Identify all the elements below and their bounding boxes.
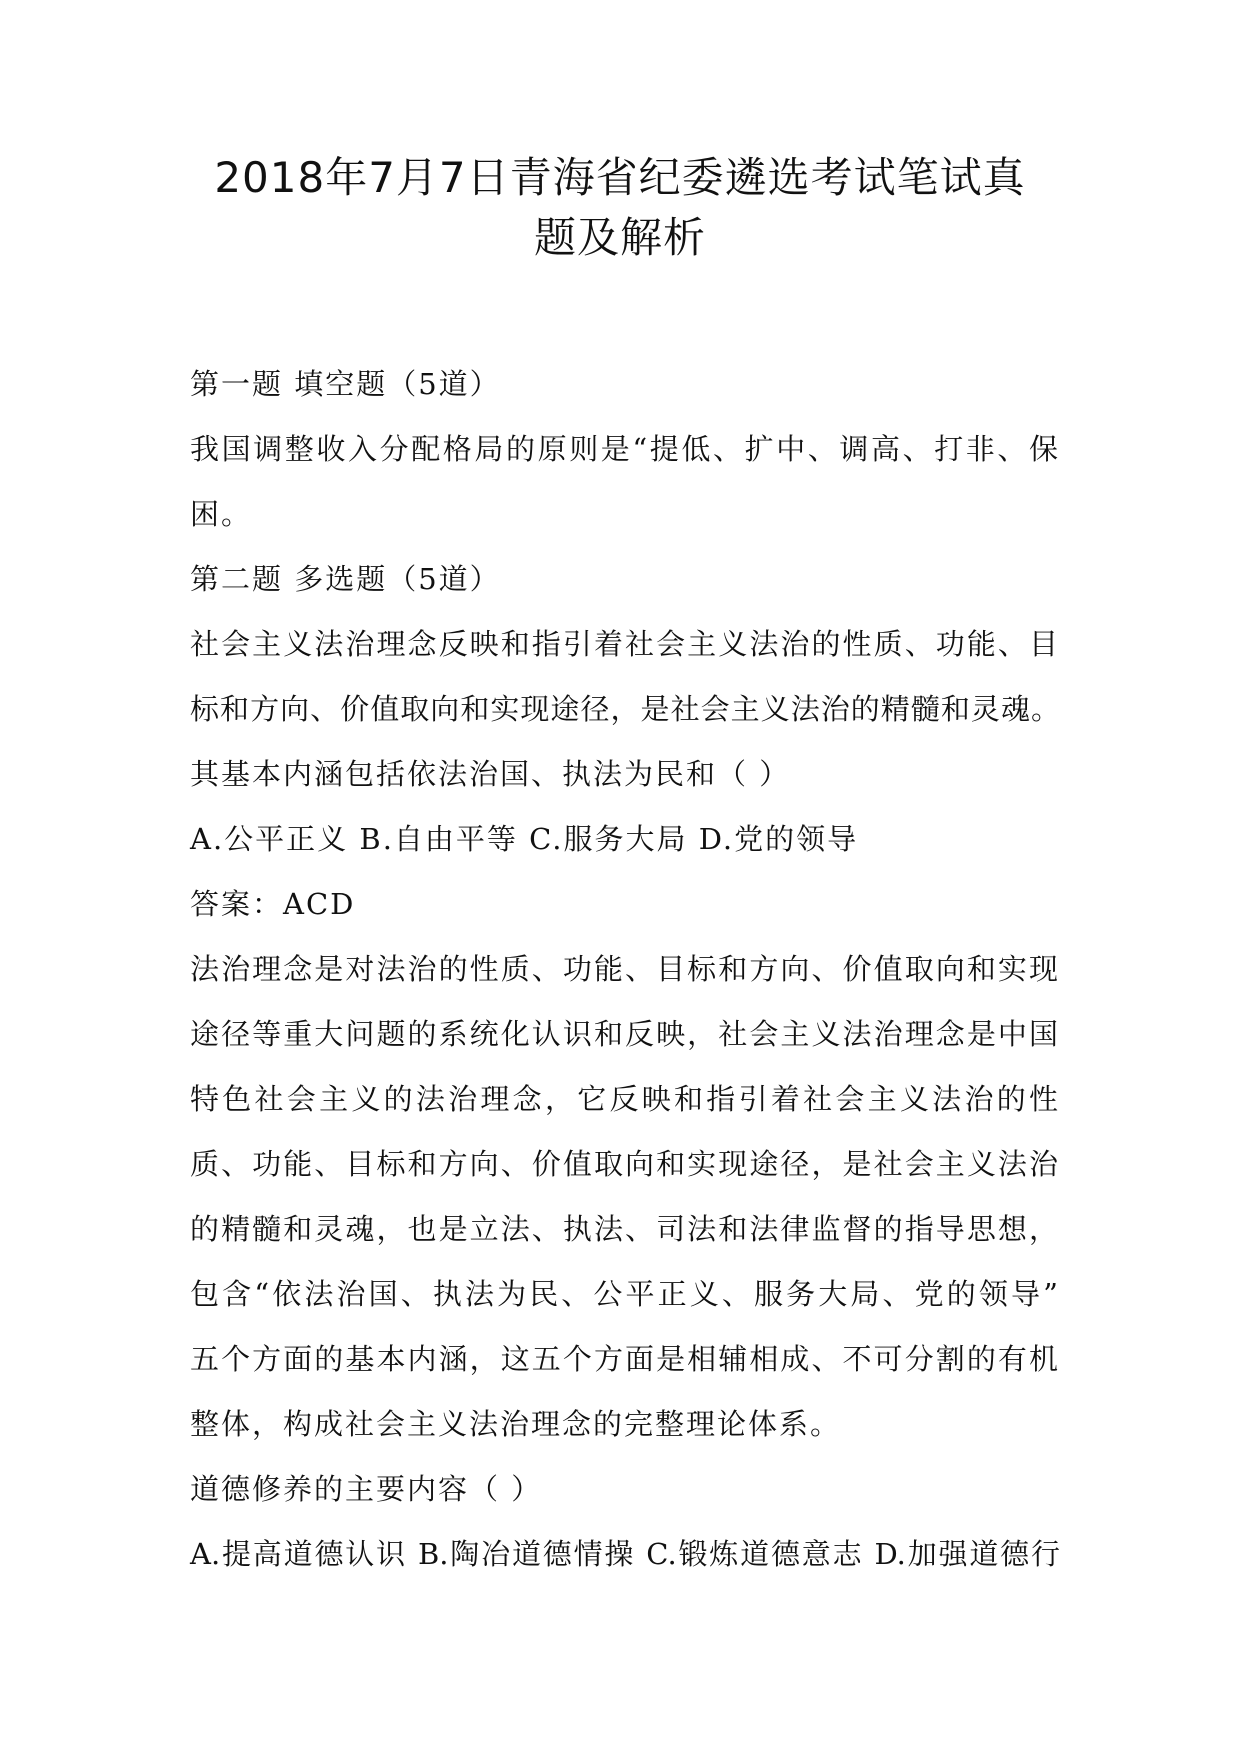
body-text-line: 困。 bbox=[190, 497, 253, 531]
explanation-line: 整体，构成社会主义法治理念的完整理论体系。 bbox=[190, 1407, 842, 1441]
question-text-line: 社会主义法治理念反映和指引着社会主义法治的性质、功能、目 bbox=[190, 627, 1060, 661]
explanation-line: 途径等重大问题的系统化认识和反映，社会主义法治理念是中国 bbox=[190, 1017, 1060, 1051]
explanation-line: 五个方面的基本内涵，这五个方面是相辅相成、不可分割的有机 bbox=[190, 1342, 1060, 1376]
explanation-line: 法治理念是对法治的性质、功能、目标和方向、价值取向和实现 bbox=[190, 952, 1060, 986]
title-line-2: 题及解析 bbox=[533, 213, 706, 262]
question-text-line: 标和方向、价值取向和实现途径，是社会主义法治的精髓和灵魂。 bbox=[190, 692, 1060, 726]
section-heading-multiple-choice: 第二题 多选题（5道） bbox=[190, 562, 501, 596]
section-heading-fill-blank: 第一题 填空题（5道） bbox=[190, 367, 501, 401]
explanation-line: 包含“依法治国、执法为民、公平正义、服务大局、党的领导” bbox=[190, 1277, 1060, 1311]
answer-options: A.公平正义 B.自由平等 C.服务大局 D.党的领导 bbox=[190, 822, 859, 856]
explanation-line: 质、功能、目标和方向、价值取向和实现途径，是社会主义法治 bbox=[190, 1147, 1060, 1181]
explanation-line: 特色社会主义的法治理念，它反映和指引着社会主义法治的性 bbox=[190, 1082, 1060, 1116]
body-text-line: 我国调整收入分配格局的原则是“提低、扩中、调高、打非、保 bbox=[190, 432, 1060, 466]
document-title bbox=[150, 148, 1090, 268]
question-text-line: 道德修养的主要内容（ ） bbox=[190, 1472, 543, 1506]
answer-key: 答案：ACD bbox=[190, 887, 356, 921]
explanation-line: 的精髓和灵魂，也是立法、执法、司法和法律监督的指导思想， bbox=[190, 1212, 1060, 1246]
answer-options: A.提高道德认识 B.陶冶道德情操 C.锻炼道德意志 D.加强道德行 bbox=[190, 1537, 1060, 1571]
title-line-1: 2018年7月7日青海省纪委遴选考试笔试真 bbox=[214, 153, 1026, 202]
document-body bbox=[190, 352, 1060, 1587]
question-text-line: 其基本内涵包括依法治国、执法为民和（ ） bbox=[190, 757, 791, 791]
